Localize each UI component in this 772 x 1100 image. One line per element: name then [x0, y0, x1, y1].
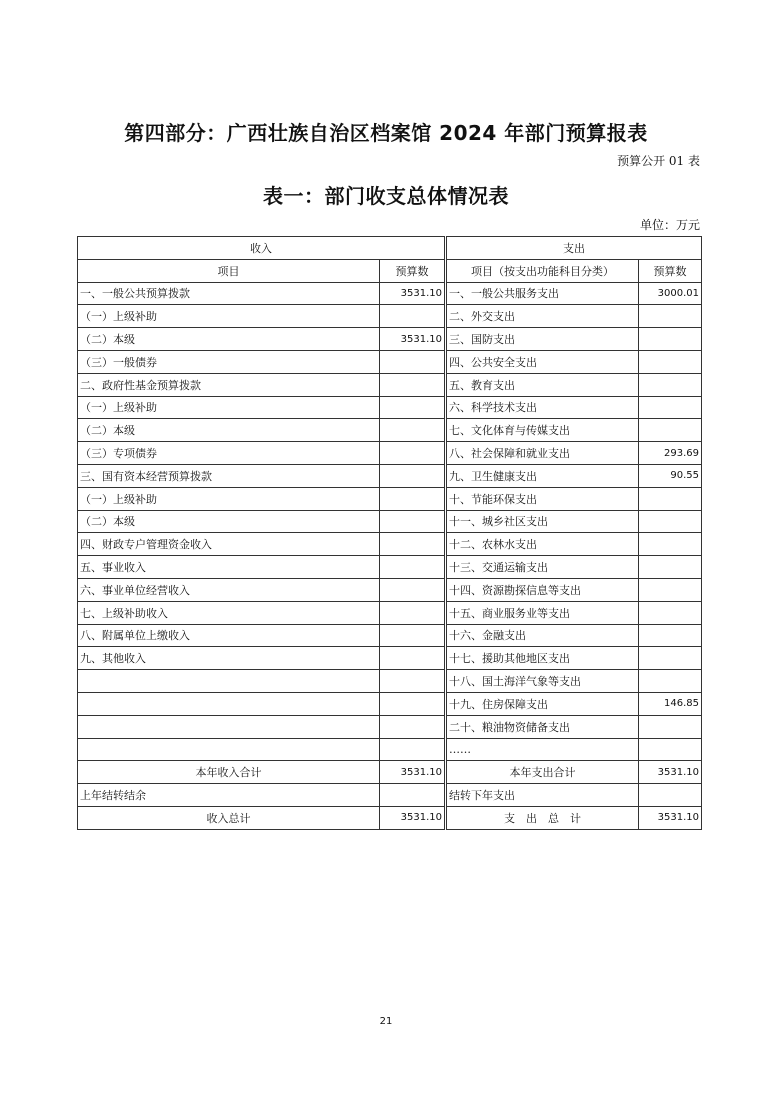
income-value — [380, 601, 446, 624]
table-row — [78, 738, 702, 761]
income-value — [380, 670, 446, 693]
column-header-row — [78, 259, 702, 282]
expense-item: 十六、金融支出 — [446, 624, 639, 647]
page-number: 21 — [379, 1016, 393, 1027]
expense-value — [639, 350, 702, 373]
income-item: （一）上级补助 — [78, 396, 380, 419]
table-title: 表一：部门收支总体情况表 — [263, 184, 509, 208]
income-value — [380, 442, 446, 465]
expense-value — [639, 738, 702, 761]
income-value — [380, 373, 446, 396]
carryforward-label: 结转下年支出 — [446, 784, 639, 807]
table-row — [78, 578, 702, 601]
income-value — [380, 715, 446, 738]
income-value — [380, 533, 446, 556]
table-row — [78, 487, 702, 510]
income-value — [380, 647, 446, 670]
expense-item: 一、一般公共服务支出 — [446, 282, 639, 305]
expense-value — [639, 487, 702, 510]
income-value — [380, 624, 446, 647]
table-row — [78, 350, 702, 373]
expense-value: 90.55 — [639, 464, 702, 487]
expense-item: 七、文化体育与传媒支出 — [446, 419, 639, 442]
expense-item: 十八、国土海洋气象等支出 — [446, 670, 639, 693]
income-item: （一）上级补助 — [78, 487, 380, 510]
col-budget-header: 预算数 — [380, 259, 446, 282]
budget-table — [77, 236, 702, 830]
expense-value — [639, 647, 702, 670]
expense-value — [639, 305, 702, 328]
table-row — [78, 601, 702, 624]
table-row — [78, 692, 702, 715]
expense-item: 九、卫生健康支出 — [446, 464, 639, 487]
table-row — [78, 305, 702, 328]
expense-header: 支出 — [446, 237, 702, 260]
year-expense-label: 本年支出合计 — [446, 761, 639, 784]
expense-item: 十三、交通运输支出 — [446, 556, 639, 579]
carryforward-value — [639, 784, 702, 807]
expense-item: …… — [446, 738, 639, 761]
income-value — [380, 692, 446, 715]
expense-value: 146.85 — [639, 692, 702, 715]
year-income-label: 本年收入合计 — [78, 761, 380, 784]
expense-item: 十一、城乡社区支出 — [446, 510, 639, 533]
income-value — [380, 578, 446, 601]
expense-item: 六、科学技术支出 — [446, 396, 639, 419]
expense-value — [639, 715, 702, 738]
expense-value: 293.69 — [639, 442, 702, 465]
income-item: 七、上级补助收入 — [78, 601, 380, 624]
expense-total-value: 3531.10 — [639, 806, 702, 829]
expense-item: 四、公共安全支出 — [446, 350, 639, 373]
expense-item: 三、国防支出 — [446, 328, 639, 351]
income-item: 五、事业收入 — [78, 556, 380, 579]
income-value — [380, 556, 446, 579]
income-item: （二）本级 — [78, 419, 380, 442]
expense-total-label: 支 出 总 计 — [446, 806, 639, 829]
table-row — [78, 373, 702, 396]
expense-value — [639, 556, 702, 579]
income-total-label: 收入总计 — [78, 806, 380, 829]
income-item — [78, 738, 380, 761]
expense-value — [639, 601, 702, 624]
income-total-value: 3531.10 — [380, 806, 446, 829]
income-value: 3531.10 — [380, 282, 446, 305]
expense-value — [639, 419, 702, 442]
income-value — [380, 464, 446, 487]
table-row — [78, 442, 702, 465]
table-row — [78, 510, 702, 533]
table-row — [78, 533, 702, 556]
table-row — [78, 624, 702, 647]
income-value: 3531.10 — [380, 328, 446, 351]
table-body — [78, 237, 702, 830]
unit-label: 单位：万元 — [639, 218, 700, 232]
table-row — [78, 419, 702, 442]
table-row — [78, 396, 702, 419]
carryover-label: 上年结转结余 — [78, 784, 380, 807]
expense-item: 十、节能环保支出 — [446, 487, 639, 510]
expense-value: 3000.01 — [639, 282, 702, 305]
expense-value — [639, 670, 702, 693]
year-expense-value: 3531.10 — [639, 761, 702, 784]
income-value — [380, 419, 446, 442]
expense-item: 二十、粮油物资储备支出 — [446, 715, 639, 738]
income-item — [78, 715, 380, 738]
income-value — [380, 305, 446, 328]
table-row — [78, 282, 702, 305]
col-expense-item-header: 项目（按支出功能科目分类） — [446, 259, 639, 282]
income-item: 四、财政专户管理资金收入 — [78, 533, 380, 556]
income-item — [78, 692, 380, 715]
table-row — [78, 647, 702, 670]
expense-item: 十五、商业服务业等支出 — [446, 601, 639, 624]
income-value — [380, 738, 446, 761]
table-row — [78, 556, 702, 579]
income-value — [380, 487, 446, 510]
income-item: （一）上级补助 — [78, 305, 380, 328]
expense-value — [639, 373, 702, 396]
expense-value — [639, 510, 702, 533]
income-value — [380, 510, 446, 533]
expense-value — [639, 328, 702, 351]
expense-value — [639, 533, 702, 556]
income-item: 二、政府性基金预算拨款 — [78, 373, 380, 396]
income-item: 九、其他收入 — [78, 647, 380, 670]
income-item: （三）一般债券 — [78, 350, 380, 373]
income-value — [380, 350, 446, 373]
income-item: 一、一般公共预算拨款 — [78, 282, 380, 305]
income-item: 六、事业单位经营收入 — [78, 578, 380, 601]
carryover-value — [380, 784, 446, 807]
income-header: 收入 — [78, 237, 446, 260]
expense-item: 十二、农林水支出 — [446, 533, 639, 556]
expense-item: 十四、资源勘探信息等支出 — [446, 578, 639, 601]
carryover-row — [78, 784, 702, 807]
table-row — [78, 670, 702, 693]
col-item-header: 项目 — [78, 259, 380, 282]
income-item: （三）专项债券 — [78, 442, 380, 465]
table-row — [78, 715, 702, 738]
table-code: 预算公开 01 表 — [617, 154, 700, 168]
income-item: （二）本级 — [78, 510, 380, 533]
expense-item: 八、社会保障和就业支出 — [446, 442, 639, 465]
table-row — [78, 464, 702, 487]
income-item: 三、国有资本经营预算拨款 — [78, 464, 380, 487]
expense-item: 五、教育支出 — [446, 373, 639, 396]
expense-item: 十九、住房保障支出 — [446, 692, 639, 715]
expense-item: 十七、援助其他地区支出 — [446, 647, 639, 670]
col-expense-budget-header: 预算数 — [639, 259, 702, 282]
expense-value — [639, 578, 702, 601]
year-income-value: 3531.10 — [380, 761, 446, 784]
grand-total-row — [78, 806, 702, 829]
income-item — [78, 670, 380, 693]
expense-value — [639, 624, 702, 647]
expense-value — [639, 396, 702, 419]
section-header-row — [78, 237, 702, 260]
expense-item: 二、外交支出 — [446, 305, 639, 328]
income-value — [380, 396, 446, 419]
income-item: 八、附属单位上缴收入 — [78, 624, 380, 647]
part-title: 第四部分：广西壮族自治区档案馆 2024 年部门预算报表 — [124, 121, 648, 145]
year-total-row — [78, 761, 702, 784]
table-row — [78, 328, 702, 351]
income-item: （二）本级 — [78, 328, 380, 351]
